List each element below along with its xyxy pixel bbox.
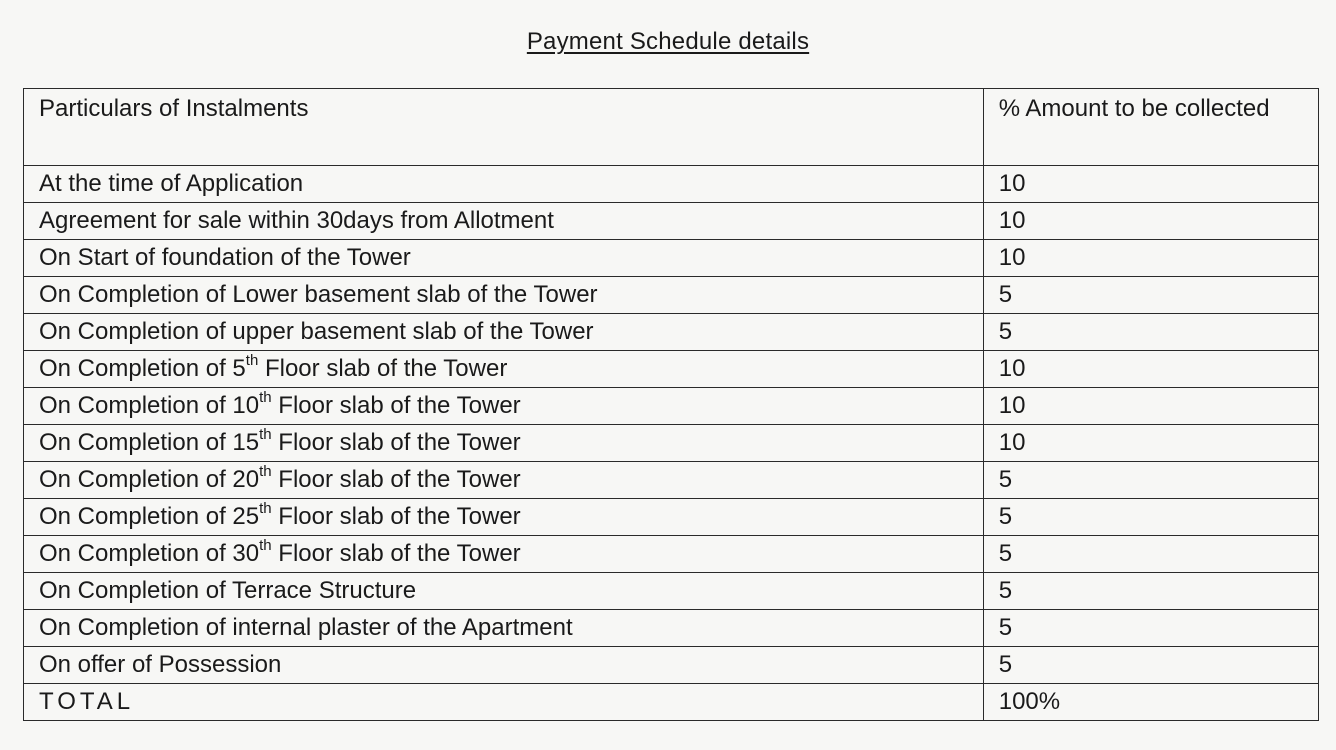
row-particulars-text: On Completion of 5	[39, 355, 246, 382]
table-row	[24, 573, 1319, 610]
row-amount: 5	[983, 573, 1318, 610]
row-particulars	[24, 166, 984, 203]
row-particulars-text: On Completion of Terrace Structure	[39, 577, 417, 604]
ordinal-suffix: th	[259, 389, 272, 406]
table-row	[24, 536, 1319, 573]
table-header-row	[24, 89, 1319, 166]
row-particulars-text: Agreement for sale within 30days from Allotment	[39, 207, 554, 234]
row-particulars	[24, 314, 984, 351]
row-particulars-text: On Completion of 25	[39, 503, 260, 530]
payment-schedule-table	[23, 88, 1319, 721]
row-particulars-text: On Completion of 20	[39, 466, 260, 493]
row-particulars-text: At the time of Application	[39, 170, 304, 197]
row-particulars-text-suffix: Floor slab of the Tower	[271, 429, 521, 456]
row-particulars	[24, 499, 984, 536]
table-row	[24, 166, 1319, 203]
row-amount: 10	[983, 166, 1318, 203]
row-particulars	[24, 573, 984, 610]
row-amount: 10	[983, 351, 1318, 388]
row-particulars	[24, 351, 984, 388]
row-particulars-text: On Completion of 10	[39, 392, 260, 419]
total-label: TOTAL	[24, 684, 984, 721]
table-row	[24, 351, 1319, 388]
row-amount: 5	[983, 462, 1318, 499]
row-particulars	[24, 277, 984, 314]
row-amount: 5	[983, 610, 1318, 647]
row-particulars	[24, 388, 984, 425]
table-row	[24, 203, 1319, 240]
row-amount: 5	[983, 536, 1318, 573]
header-particulars: Particulars of Instalments	[24, 89, 984, 166]
row-particulars	[24, 536, 984, 573]
row-particulars-text-suffix: Floor slab of the Tower	[271, 540, 521, 567]
row-particulars-text: On Completion of 15	[39, 429, 260, 456]
page-title: Payment Schedule details	[526, 28, 810, 55]
row-amount: 10	[983, 425, 1318, 462]
row-particulars-text: On Start of foundation of the Tower	[39, 244, 411, 271]
row-particulars-text: On Completion of 30	[39, 540, 260, 567]
row-particulars-text: On Completion of upper basement slab of the Tower	[39, 318, 594, 345]
row-particulars-text: On Completion of Lower basement slab of the Tower	[39, 281, 598, 308]
row-amount: 5	[983, 277, 1318, 314]
row-amount: 5	[983, 647, 1318, 684]
row-particulars	[24, 647, 984, 684]
ordinal-suffix: th	[259, 537, 272, 554]
table-row	[24, 425, 1319, 462]
row-particulars	[24, 425, 984, 462]
row-particulars-text-suffix: Floor slab of the Tower	[258, 355, 508, 382]
row-particulars-text-suffix: Floor slab of the Tower	[271, 503, 521, 530]
table-row	[24, 388, 1319, 425]
table-row	[24, 240, 1319, 277]
row-amount: 10	[983, 240, 1318, 277]
ordinal-suffix: th	[259, 426, 272, 443]
row-amount: 5	[983, 499, 1318, 536]
row-particulars	[24, 203, 984, 240]
row-particulars	[24, 240, 984, 277]
row-amount: 10	[983, 203, 1318, 240]
table-total-row	[24, 684, 1319, 721]
row-particulars-text-suffix: Floor slab of the Tower	[271, 392, 521, 419]
table-row	[24, 314, 1319, 351]
table-row	[24, 647, 1319, 684]
table-row	[24, 610, 1319, 647]
row-particulars-text: On offer of Possession	[39, 651, 282, 678]
row-amount: 10	[983, 388, 1318, 425]
table-row	[24, 462, 1319, 499]
row-amount: 5	[983, 314, 1318, 351]
total-value: 100%	[983, 684, 1318, 721]
ordinal-suffix: th	[259, 500, 272, 517]
ordinal-suffix: th	[245, 352, 259, 369]
row-particulars	[24, 610, 984, 647]
table-row	[24, 499, 1319, 536]
table-row	[24, 277, 1319, 314]
row-particulars-text: On Completion of internal plaster of the Apartment	[39, 614, 573, 641]
row-particulars	[24, 462, 984, 499]
ordinal-suffix: th	[259, 463, 272, 480]
header-amount: % Amount to be collected	[983, 89, 1318, 166]
row-particulars-text-suffix: Floor slab of the Tower	[271, 466, 521, 493]
